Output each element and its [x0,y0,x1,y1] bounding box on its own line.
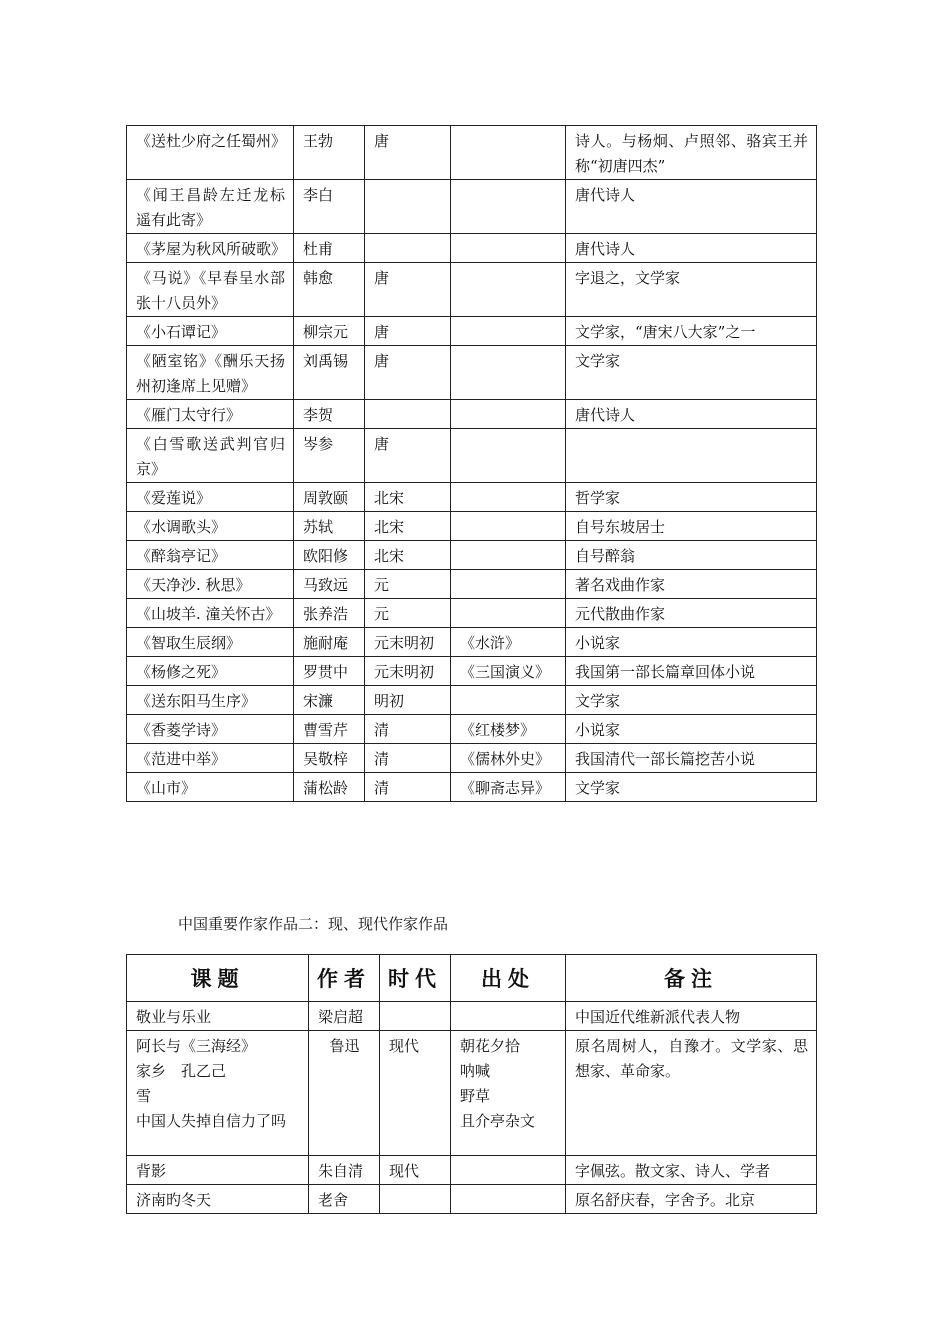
classical-authors-body [127,126,817,802]
note-cell: 自号东坡居士 [566,512,817,541]
header-era: 时代 [380,955,451,1002]
source-cell [451,180,566,234]
note-cell: 唐代诗人 [566,180,817,234]
source-cell [451,1185,566,1214]
source-cell [451,400,566,429]
table-row [127,429,817,483]
title-cell: 背影 [127,1156,309,1185]
table-row [127,346,817,400]
section-caption: 中国重要作家作品二：现、现代作家作品 [178,915,449,933]
title-cell: 《送东阳马生序》 [127,686,294,715]
title-cell: 《范进中举》 [127,744,294,773]
era-cell: 北宋 [365,512,451,541]
title-cell: 《小石谭记》 [127,317,294,346]
table-row [127,715,817,744]
author-cell: 鲁迅 [309,1031,380,1156]
source-cell [451,1002,566,1031]
table-row [127,400,817,429]
title-cell: 《智取生辰纲》 [127,628,294,657]
era-cell: 元末明初 [365,628,451,657]
note-cell: 唐代诗人 [566,400,817,429]
source-cell [451,346,566,400]
table-row [127,126,817,180]
note-cell: 文学家 [566,346,817,400]
title-cell: 《水调歌头》 [127,512,294,541]
era-cell: 北宋 [365,483,451,512]
table-row [127,234,817,263]
source-line: 朝花夕拾 [460,1037,521,1055]
author-cell: 王勃 [294,126,365,180]
header-row [127,955,817,1002]
table-row [127,570,817,599]
era-cell [365,180,451,234]
era-cell: 元末明初 [365,657,451,686]
era-cell: 唐 [365,429,451,483]
author-cell: 李贺 [294,400,365,429]
note-cell: 唐代诗人 [566,234,817,263]
era-cell: 清 [365,744,451,773]
note-cell: 元代散曲作家 [566,599,817,628]
era-cell: 清 [365,773,451,802]
note-cell: 中国近代维新派代表人物 [566,1002,817,1031]
title-cell: 《山坡羊. 潼关怀古》 [127,599,294,628]
title-cell: 《山市》 [127,773,294,802]
author-cell: 蒲松龄 [294,773,365,802]
era-cell: 元 [365,599,451,628]
author-cell: 朱自清 [309,1156,380,1185]
author-cell: 周敦颐 [294,483,365,512]
source-line: 野草 [460,1087,491,1105]
era-cell: 唐 [365,317,451,346]
source-cell: 《红楼梦》 [451,715,566,744]
title-cell [127,1031,309,1156]
source-cell [451,599,566,628]
note-cell: 诗人。与杨炯、卢照邻、骆宾王并称“初唐四杰” [566,126,817,180]
author-cell: 宋濂 [294,686,365,715]
author-cell: 施耐庵 [294,628,365,657]
header-title: 课题 [127,955,309,1002]
table-row [127,1156,817,1185]
source-cell [451,126,566,180]
era-cell: 唐 [365,263,451,317]
source-cell [451,512,566,541]
note-cell: 小说家 [566,628,817,657]
table-row [127,483,817,512]
source-cell [451,429,566,483]
source-cell [451,1031,566,1156]
title-line: 阿长与《三海经》 [136,1037,257,1055]
note-cell [566,429,817,483]
note-cell: 原名周树人，自豫才。文学家、思想家、革命家。 [566,1031,817,1156]
title-cell: 《白雪歌送武判官归京》 [127,429,294,483]
source-cell [451,234,566,263]
title-cell: 《茅屋为秋风所破歌》 [127,234,294,263]
title-cell: 《醉翁亭记》 [127,541,294,570]
source-line: 呐喊 [460,1062,491,1080]
source-cell [451,317,566,346]
source-cell: 《聊斋志异》 [451,773,566,802]
note-cell: 哲学家 [566,483,817,512]
note-cell: 自号醉翁 [566,541,817,570]
title-line: 家乡 孔乙己 [136,1062,227,1080]
era-cell [365,234,451,263]
author-cell: 李白 [294,180,365,234]
table-row [127,263,817,317]
author-cell: 曹雪芹 [294,715,365,744]
title-cell: 《陋室铭》《酬乐天扬州初逢席上见赠》 [127,346,294,400]
note-cell: 文学家 [566,773,817,802]
table-row [127,657,817,686]
note-cell: 文学家 [566,686,817,715]
title-cell: 《杨修之死》 [127,657,294,686]
table-row [127,1031,817,1156]
source-cell: 《儒林外史》 [451,744,566,773]
title-cell: 济南旳冬天 [127,1185,309,1214]
table-row [127,744,817,773]
title-line: 中国人失掉自信力了吗 [136,1112,287,1130]
table-row [127,773,817,802]
author-cell: 张养浩 [294,599,365,628]
author-cell: 刘禹锡 [294,346,365,400]
era-cell: 现代 [380,1156,451,1185]
title-cell: 《爱莲说》 [127,483,294,512]
author-cell: 老舍 [309,1185,380,1214]
era-cell: 明初 [365,686,451,715]
author-cell: 欧阳修 [294,541,365,570]
era-cell: 清 [365,715,451,744]
era-cell [380,1002,451,1031]
title-cell: 《送杜少府之任蜀州》 [127,126,294,180]
title-cell: 《马说》《早春呈水部张十八员外》 [127,263,294,317]
source-cell [451,1156,566,1185]
header-note: 备注 [566,955,817,1002]
author-cell: 苏轼 [294,512,365,541]
note-cell: 著名戏曲作家 [566,570,817,599]
title-cell: 《香菱学诗》 [127,715,294,744]
source-line: 且介亭杂文 [460,1112,536,1130]
note-cell: 小说家 [566,715,817,744]
author-cell: 罗贯中 [294,657,365,686]
note-cell: 文学家，“唐宋八大家”之一 [566,317,817,346]
author-cell: 岑参 [294,429,365,483]
table-row [127,1002,817,1031]
header-author: 作者 [309,955,380,1002]
era-cell: 现代 [380,1031,451,1156]
era-cell: 唐 [365,126,451,180]
header-source: 出处 [451,955,566,1002]
modern-authors-table [126,954,817,1214]
title-cell: 《闻王昌龄左迁龙标遥有此寄》 [127,180,294,234]
author-cell: 柳宗元 [294,317,365,346]
table-row [127,686,817,715]
source-cell: 《三国演义》 [451,657,566,686]
table-row [127,628,817,657]
table-row [127,1185,817,1214]
classical-authors-table [126,125,817,802]
author-cell: 杜甫 [294,234,365,263]
source-cell [451,686,566,715]
title-line: 雪 [136,1087,152,1105]
table-row [127,599,817,628]
author-cell: 马致远 [294,570,365,599]
era-cell: 北宋 [365,541,451,570]
note-cell: 我国第一部长篇章回体小说 [566,657,817,686]
table-row [127,180,817,234]
note-cell: 字佩弦。散文家、诗人、学者 [566,1156,817,1185]
title-cell: 《雁门太守行》 [127,400,294,429]
table-row [127,541,817,570]
author-cell: 韩愈 [294,263,365,317]
author-cell: 吴敬梓 [294,744,365,773]
era-cell: 唐 [365,346,451,400]
source-cell [451,570,566,599]
note-cell: 原名舒庆春，字舍予。北京 [566,1185,817,1214]
era-cell [365,400,451,429]
table-row [127,512,817,541]
title-cell: 《天净沙. 秋思》 [127,570,294,599]
title-cell: 敬业与乐业 [127,1002,309,1031]
source-cell [451,263,566,317]
table-row [127,317,817,346]
note-cell: 字退之，文学家 [566,263,817,317]
era-cell: 元 [365,570,451,599]
author-cell: 梁启超 [309,1002,380,1031]
note-cell: 我国清代一部长篇挖苦小说 [566,744,817,773]
source-cell: 《水浒》 [451,628,566,657]
era-cell [380,1185,451,1214]
source-cell [451,483,566,512]
source-cell [451,541,566,570]
